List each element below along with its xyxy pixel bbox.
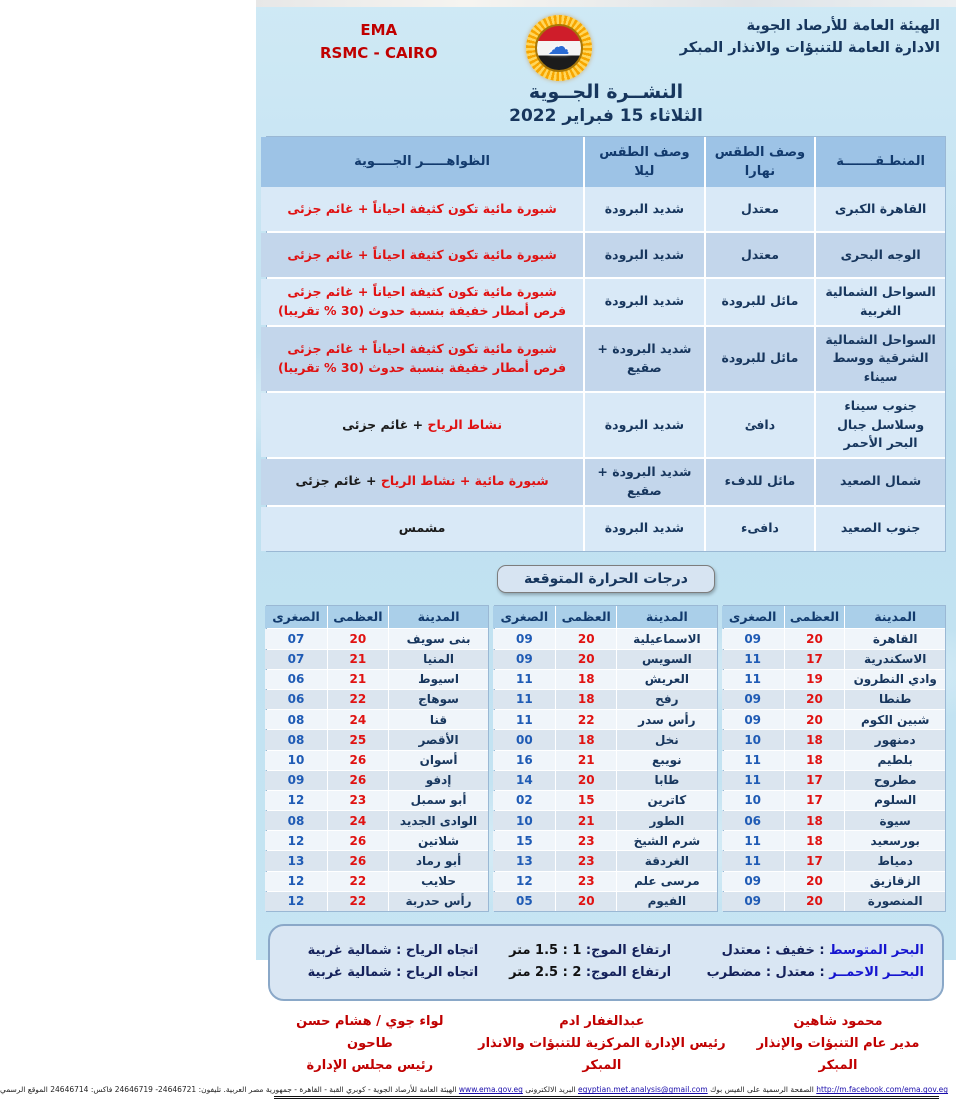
city-cell: الاسماعيلية (617, 629, 717, 648)
region-cell: شمال الصعيد (816, 459, 945, 505)
phenomena-text: شبورة مائية تكون كثيفة احياناً + غائم جزئى (287, 340, 557, 356)
wave-height (498, 965, 682, 980)
phenomena-line (287, 246, 556, 265)
temp-row (267, 831, 488, 850)
temp-row (267, 730, 488, 749)
temp-row (267, 710, 488, 729)
forecast-row (267, 459, 945, 505)
night-weather-cell: شديد البرودة (585, 233, 704, 277)
sea-state-panel (268, 924, 944, 1001)
min-temp-cell: 11 (493, 670, 555, 689)
temp-row (495, 690, 716, 709)
day-weather-cell: معتدل (706, 187, 814, 231)
max-temp-cell: 22 (328, 872, 388, 891)
min-temp-cell: 11 (722, 650, 784, 669)
org-line1: الهيئة العامة للأرصاد الجوية (746, 18, 940, 34)
sea-name: البحر المتوسط (829, 943, 924, 958)
forecast-row (267, 507, 945, 551)
min-temp-cell: 07 (265, 650, 327, 669)
temp-row (495, 831, 716, 850)
sea-name-and-state (682, 943, 924, 958)
city-cell: الزقازيق (845, 872, 945, 891)
region-cell: السواحل الشمالية الغربية (816, 279, 945, 325)
min-temp-cell: 10 (265, 751, 327, 770)
phenomena-text: + غائم جزئى (342, 416, 428, 432)
min-temp-cell: 09 (493, 650, 555, 669)
signature-name: عبدالغفار ادم (559, 1014, 645, 1029)
max-temp-cell: 17 (785, 851, 845, 870)
phenomena-text: شبورة مائية تكون كثيفة احياناً + غائم جزئى (287, 284, 557, 299)
temp-row (495, 811, 716, 830)
city-cell: دمنهور (845, 730, 945, 749)
temp-row (495, 751, 716, 770)
phenomena-cell (261, 393, 583, 457)
max-temp-cell: 23 (556, 831, 616, 850)
org-line2: الادارة العامة للتنبؤات والانذار المبكر (679, 40, 940, 57)
max-temp-cell: 21 (328, 650, 388, 669)
day-weather-cell: دافئ (706, 393, 814, 457)
forecast-table (266, 136, 946, 552)
phenomena-line (287, 340, 556, 359)
temp-header-row (267, 606, 488, 629)
max-temp-cell: 22 (556, 710, 616, 729)
sea-name-and-state (682, 965, 924, 980)
max-temp-cell: 18 (556, 730, 616, 749)
phenomena-cell (261, 507, 583, 551)
min-temp-cell: 10 (722, 730, 784, 749)
temp-row (267, 650, 488, 669)
min-temp-cell: 09 (722, 710, 784, 729)
temp-row (495, 771, 716, 790)
temp-table-canal-sinai (494, 605, 717, 913)
min-temp-cell: 11 (722, 751, 784, 770)
temp-row (495, 791, 716, 810)
forecast-row (267, 233, 945, 277)
max-temp-cell: 21 (556, 811, 616, 830)
signature-title: رئيس الإدارة المركزية للتنبؤات والانذار المبكر (478, 1036, 726, 1074)
bulletin-date: الثلاثاء 15 فبراير 2022 (509, 106, 703, 126)
max-temp-cell: 18 (785, 751, 845, 770)
temp-row (724, 892, 945, 911)
wave-height-value: 1 : 1.5 متر (509, 943, 582, 958)
temp-table-delta-coast (723, 605, 946, 913)
min-temp-cell: 13 (265, 851, 327, 870)
phenomena-text: فرص أمطار خفيفة بنسبة حدوث (30 % تقريبا) (278, 302, 567, 318)
city-cell: أبو رماد (389, 851, 489, 870)
forecast-row (267, 393, 945, 457)
phenomena-line (399, 519, 446, 538)
signature-block (464, 1011, 740, 1077)
temp-row (495, 710, 716, 729)
phenomena-text: فرص أمطار خفيفة بنسبة حدوث (30 % تقريبا) (278, 359, 567, 375)
city-cell: القاهرة (845, 629, 945, 648)
phenomena-cell (261, 187, 583, 231)
max-temp-cell: 17 (785, 650, 845, 669)
ema-abbreviation (320, 19, 437, 64)
temp-row (724, 730, 945, 749)
min-temp-cell: 08 (265, 811, 327, 830)
max-temp-cell: 20 (785, 710, 845, 729)
day-weather-cell: مائل للدفء (706, 459, 814, 505)
sea-state-row (288, 965, 924, 980)
bulletin-title: النشــرة الجــوية (528, 81, 684, 103)
top-strip (256, 0, 956, 7)
wave-height-label: ارتفاع الموج: (581, 943, 672, 958)
wave-height (498, 943, 682, 958)
rsmc-label: RSMC - CAIRO (320, 43, 438, 62)
min-temp-cell: 12 (265, 892, 327, 911)
day-weather-cell: مائل للبرودة (706, 279, 814, 325)
min-temp-cell: 00 (493, 730, 555, 749)
city-cell: حلايب (389, 872, 489, 891)
temp-row (724, 629, 945, 648)
night-weather-cell: شديد البرودة + صقيع (585, 459, 704, 505)
max-temp-cell: 17 (785, 771, 845, 790)
city-cell: قنا (389, 710, 489, 729)
max-temp-cell: 26 (328, 751, 388, 770)
phenomena-line (342, 416, 502, 435)
phenomena-line (278, 359, 566, 378)
signature-title: مدير عام التنبؤات والإنذار المبكر (756, 1036, 920, 1074)
city-cell: الوادى الجديد (389, 811, 489, 830)
max-temp-cell: 26 (328, 771, 388, 790)
min-temp-cell: 10 (722, 791, 784, 810)
phenomena-line (287, 283, 556, 302)
min-temp-cell: 13 (493, 851, 555, 870)
max-temp-cell: 25 (328, 730, 388, 749)
night-weather-cell: شديد البرودة + صقيع (585, 327, 704, 391)
expected-temperatures-button[interactable]: درجات الحرارة المتوقعة (497, 565, 715, 593)
temperatures-button-wrap (256, 565, 956, 593)
phenomena-text: مشمس (398, 520, 446, 536)
city-cell: الغردقة (617, 851, 717, 870)
temp-row (724, 690, 945, 709)
forecast-table-body (267, 187, 945, 551)
phenomena-cell (261, 459, 583, 505)
city-cell: إدفو (389, 771, 489, 790)
min-temp-cell: 08 (265, 710, 327, 729)
temp-row (495, 851, 716, 870)
max-temp-cell: 26 (328, 831, 388, 850)
max-temp-cell: 19 (785, 670, 845, 689)
max-temp-cell: 18 (785, 831, 845, 850)
temp-row (267, 872, 488, 891)
city-cell: شرم الشيخ (617, 831, 717, 850)
org-name (680, 15, 940, 60)
temp-row (495, 872, 716, 891)
sea-state-row (288, 943, 924, 958)
temp-row (724, 811, 945, 830)
min-temp-cell: 07 (265, 629, 327, 648)
temp-table-upper-egypt (266, 605, 489, 913)
city-cell: سيوة (845, 811, 945, 830)
city-column-header: المدينة (389, 606, 489, 629)
city-cell: الطور (617, 811, 717, 830)
header (256, 7, 956, 81)
max-temp-cell: 23 (328, 791, 388, 810)
day-weather-cell: دافىء (706, 507, 814, 551)
egypt-flag-disc-icon (535, 24, 583, 72)
city-cell: السلوم (845, 791, 945, 810)
wave-height-label: ارتفاع الموج: (581, 965, 672, 980)
city-cell: الفيوم (617, 892, 717, 911)
city-column-header: المدينة (845, 606, 945, 629)
city-cell: نويبع (617, 751, 717, 770)
max-column-header: العظمى (556, 606, 616, 629)
day-weather-column-header: وصف الطقس نهارا (706, 137, 814, 187)
city-cell: رأس سدر (617, 710, 717, 729)
temp-row (495, 650, 716, 669)
min-temp-cell: 12 (265, 791, 327, 810)
min-column-header: الصغرى (722, 606, 784, 629)
city-cell: وادي النطرون (845, 670, 945, 689)
min-temp-cell: 11 (722, 771, 784, 790)
phenomena-text: + غائم جزئى (295, 473, 381, 489)
max-temp-cell: 21 (328, 670, 388, 689)
min-temp-cell: 11 (493, 710, 555, 729)
city-cell: رفح (617, 690, 717, 709)
day-weather-cell: مائل للبرودة (706, 327, 814, 391)
signature-block (740, 1011, 936, 1077)
night-weather-column-header: وصف الطقس ليلا (585, 137, 704, 187)
sea-name: البحــر الاحمــر (829, 965, 924, 980)
temp-row (724, 650, 945, 669)
max-temp-cell: 20 (328, 629, 388, 648)
phenomena-text: شبورة مائية تكون كثيفة احياناً + غائم جزئى (287, 200, 557, 216)
min-temp-cell: 12 (265, 872, 327, 891)
night-weather-cell: شديد البرودة (585, 187, 704, 231)
min-temp-cell: 09 (722, 690, 784, 709)
forecast-row (267, 187, 945, 231)
city-cell: مرسى علم (617, 872, 717, 891)
min-temp-cell: 09 (265, 771, 327, 790)
min-temp-cell: 16 (493, 751, 555, 770)
city-cell: دمياط (845, 851, 945, 870)
min-temp-cell: 09 (722, 892, 784, 911)
phenomena-line (278, 302, 566, 321)
max-temp-cell: 20 (556, 650, 616, 669)
temp-row (724, 872, 945, 891)
temp-row (724, 831, 945, 850)
forecast-header-row (267, 137, 945, 187)
max-temp-cell: 20 (556, 892, 616, 911)
temp-row (267, 851, 488, 870)
city-cell: شلاتين (389, 831, 489, 850)
min-temp-cell: 10 (493, 811, 555, 830)
max-temp-cell: 18 (556, 690, 616, 709)
city-cell: رأس حدربة (389, 892, 489, 911)
signature-title: رئيس مجلس الإدارة (306, 1058, 434, 1074)
city-cell: أسوان (389, 751, 489, 770)
city-cell: الاسكندرية (845, 650, 945, 669)
forecast-row (267, 279, 945, 325)
contact-link[interactable]: http://m.facebook.com/ema.gov.eg (816, 1085, 948, 1095)
max-temp-cell: 23 (556, 872, 616, 891)
max-temp-cell: 23 (556, 851, 616, 870)
temp-row (267, 629, 488, 648)
max-temp-cell: 18 (785, 811, 845, 830)
region-cell: جنوب سيناء وسلاسل جبال البحر الأحمر (816, 393, 945, 457)
temp-row (724, 851, 945, 870)
ema-logo (526, 15, 592, 81)
city-cell: المنيا (389, 650, 489, 669)
temp-row (267, 791, 488, 810)
max-temp-cell: 24 (328, 811, 388, 830)
phenomena-line (287, 200, 556, 219)
max-temp-cell: 18 (556, 670, 616, 689)
night-weather-cell: شديد البرودة (585, 507, 704, 551)
phenomena-column-header: الظواهـــــر الجــــوية (261, 137, 583, 187)
temp-row (724, 710, 945, 729)
phenomena-text: شبورة مائية + نشاط الرياح (380, 473, 549, 489)
max-temp-cell: 15 (556, 791, 616, 810)
cloud-icon: ☁ (547, 35, 570, 60)
min-temp-cell: 11 (722, 851, 784, 870)
max-temp-cell: 24 (328, 710, 388, 729)
temp-row (495, 892, 716, 911)
phenomena-cell (261, 327, 583, 391)
min-temp-cell: 06 (265, 670, 327, 689)
min-temp-cell: 11 (722, 670, 784, 689)
wind-direction: اتجاه الرياح : شمالية غربية (307, 965, 479, 980)
min-temp-cell: 08 (265, 730, 327, 749)
min-column-header: الصغرى (493, 606, 555, 629)
min-temp-cell: 06 (265, 690, 327, 709)
min-temp-cell: 05 (493, 892, 555, 911)
sea-condition: : معتدل : مضطرب (706, 965, 830, 980)
ema-label: EMA (360, 21, 398, 39)
temp-row (724, 771, 945, 790)
forecast-row (267, 327, 945, 391)
wave-height-value: 2 : 2.5 متر (509, 965, 582, 980)
phenomena-text: نشاط الرياح (427, 416, 503, 432)
city-cell: بورسعيد (845, 831, 945, 850)
contact-link[interactable]: www.ema.gov.eg (458, 1085, 523, 1095)
min-temp-cell: 12 (265, 831, 327, 850)
temp-row (495, 670, 716, 689)
temp-row (267, 811, 488, 830)
max-temp-cell: 20 (785, 892, 845, 911)
contact-text: الصفحة الرسمية على الفيس بوك (707, 1085, 817, 1095)
min-temp-cell: 11 (722, 831, 784, 850)
city-cell: العريش (617, 670, 717, 689)
min-temp-cell: 02 (493, 791, 555, 810)
temp-row (724, 791, 945, 810)
temp-row (495, 629, 716, 648)
min-temp-cell: 09 (722, 629, 784, 648)
max-temp-cell: 18 (785, 730, 845, 749)
night-weather-cell: شديد البرودة (585, 393, 704, 457)
region-cell: السواحل الشمالية الشرقية ووسط سيناء (816, 327, 945, 391)
city-cell: الأقصر (389, 730, 489, 749)
city-cell: طنطا (845, 690, 945, 709)
max-temp-cell: 22 (328, 892, 388, 911)
signature-name: لواء جوي / هشام حسن طاحون (296, 1014, 444, 1052)
max-temp-cell: 17 (785, 791, 845, 810)
region-cell: جنوب الصعيد (816, 507, 945, 551)
max-temp-cell: 22 (328, 690, 388, 709)
min-temp-cell: 06 (722, 811, 784, 830)
signatures (256, 1001, 956, 1077)
temp-row (267, 670, 488, 689)
temperature-tables (256, 605, 956, 913)
max-column-header: العظمى (785, 606, 845, 629)
contact-link[interactable]: egyptian.met.analysis@gmail.com (578, 1085, 708, 1095)
temp-row (267, 690, 488, 709)
max-temp-cell: 20 (556, 629, 616, 648)
region-cell: القاهرة الكبرى (816, 187, 945, 231)
min-temp-cell: 12 (493, 872, 555, 891)
phenomena-cell (261, 279, 583, 325)
sea-condition: : خفيف : معتدل (721, 943, 830, 958)
region-column-header: المنطـقـــــــة (816, 137, 945, 187)
phenomena-cell (261, 233, 583, 277)
contact-text: الهيئة العامة للأرصاد الجوية - كوبري القبة - القاهرة - جمهورية مصر العربية. تليفون: 24646721- 24646719 فاكس: 24646714 الموقع الرسمي (0, 1085, 459, 1095)
city-cell: المنصورة (845, 892, 945, 911)
signature-name: محمود شاهين (793, 1014, 883, 1029)
night-weather-cell: شديد البرودة (585, 279, 704, 325)
temp-row (724, 670, 945, 689)
temp-header-row (495, 606, 716, 629)
city-cell: سوهاج (389, 690, 489, 709)
temp-row (724, 751, 945, 770)
contact-text: البريد الالكترونى (522, 1085, 578, 1095)
temp-row (495, 730, 716, 749)
city-cell: شبين الكوم (845, 710, 945, 729)
max-temp-cell: 20 (556, 771, 616, 790)
city-cell: اسيوط (389, 670, 489, 689)
max-temp-cell: 20 (785, 872, 845, 891)
max-temp-cell: 20 (785, 690, 845, 709)
temp-row (267, 771, 488, 790)
city-cell: طابا (617, 771, 717, 790)
temp-row (267, 751, 488, 770)
city-cell: بنى سويف (389, 629, 489, 648)
city-cell: نخل (617, 730, 717, 749)
day-weather-cell: معتدل (706, 233, 814, 277)
wind-direction: اتجاه الرياح : شمالية غربية (307, 943, 479, 958)
max-column-header: العظمى (328, 606, 388, 629)
temp-row (267, 892, 488, 911)
city-cell: مطروح (845, 771, 945, 790)
min-temp-cell: 14 (493, 771, 555, 790)
min-temp-cell: 15 (493, 831, 555, 850)
contact-line (0, 1085, 956, 1095)
city-cell: بلطيم (845, 751, 945, 770)
city-cell: كاترين (617, 791, 717, 810)
temp-header-row (724, 606, 945, 629)
min-temp-cell: 09 (493, 629, 555, 648)
min-column-header: الصغرى (265, 606, 327, 629)
max-temp-cell: 20 (785, 629, 845, 648)
min-temp-cell: 11 (493, 690, 555, 709)
region-cell: الوجه البحرى (816, 233, 945, 277)
max-temp-cell: 26 (328, 851, 388, 870)
phenomena-text: شبورة مائية تكون كثيفة احياناً + غائم جزئى (287, 246, 557, 262)
max-temp-cell: 21 (556, 751, 616, 770)
city-cell: أبو سمبل (389, 791, 489, 810)
city-cell: السويس (617, 650, 717, 669)
signature-block (276, 1011, 464, 1077)
city-column-header: المدينة (617, 606, 717, 629)
phenomena-line (295, 472, 548, 491)
min-temp-cell: 09 (722, 872, 784, 891)
